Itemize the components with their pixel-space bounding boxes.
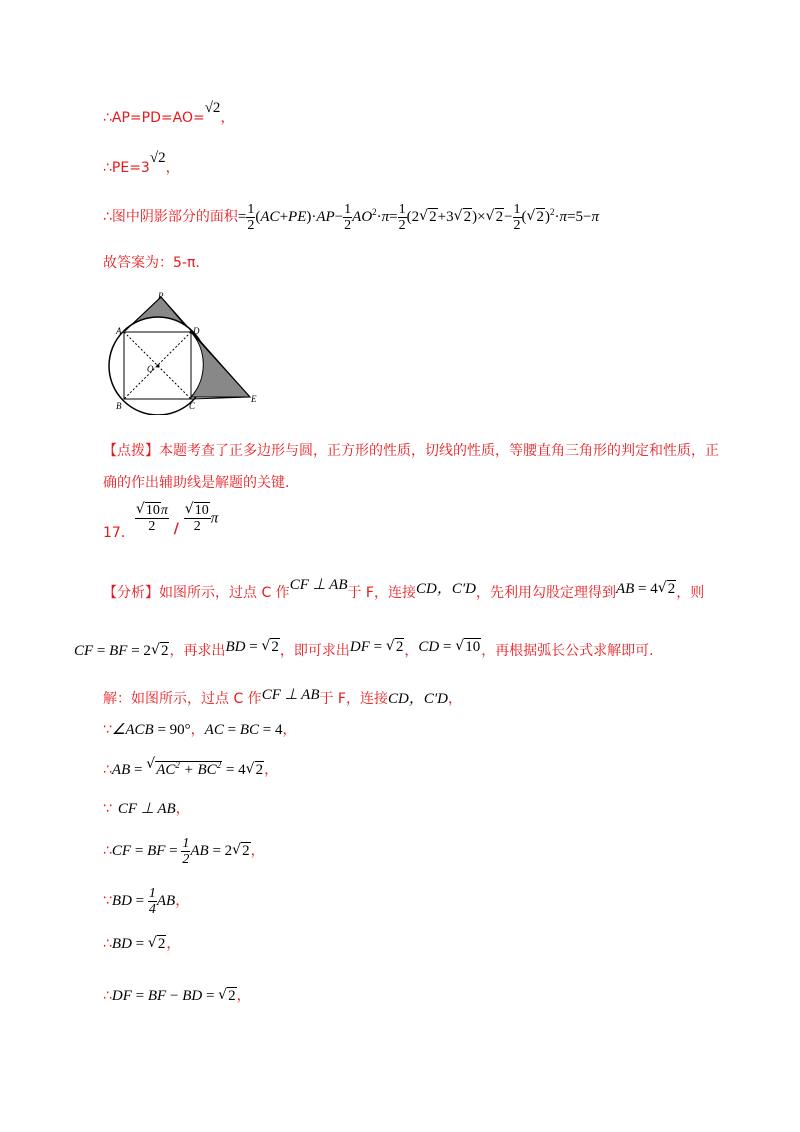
math-cf-perp-ab: CF ⊥ AB bbox=[261, 687, 320, 703]
center-point bbox=[157, 365, 160, 368]
step-6: ∴BD = √ 2， bbox=[103, 934, 180, 954]
step-3: ∵ CF ⊥ AB， bbox=[103, 801, 190, 817]
analysis-text-f: ，即可求出 bbox=[279, 643, 350, 659]
comma: ， bbox=[220, 110, 235, 126]
label-o: O bbox=[147, 364, 154, 374]
label-p: P bbox=[158, 291, 164, 301]
question-17-answer: 17． √ $\frac{10\pi}{2}$ / √ $\frac{10}{2}$ π bbox=[103, 503, 218, 534]
solution-text-a: 解：如图所示，过点 C 作 bbox=[103, 691, 262, 707]
because-symbol: ∵ bbox=[103, 722, 112, 738]
math-cd: CD = √ 10 bbox=[418, 639, 481, 655]
answer-fraction-1: √ $\frac{10\pi}{2}$ bbox=[135, 503, 169, 534]
math-bd-sqrt2: BD = √ 2 bbox=[112, 936, 166, 952]
line-shaded-area bbox=[103, 202, 599, 233]
step-1: ∵∠ACB = 90°，AC = BC = 4， bbox=[103, 722, 297, 738]
analysis-text-a: 【分析】如图所示，过点 C 作 bbox=[103, 585, 290, 601]
math-cf-perp-ab: CF ⊥ AB bbox=[117, 801, 176, 817]
because-symbol: ∵ bbox=[103, 892, 112, 909]
step-4: ∴CF = BF = $\frac{1}{2}$ AB = 2√ 2， bbox=[103, 836, 265, 867]
label-d: D bbox=[193, 326, 200, 336]
comma: ， bbox=[165, 160, 180, 176]
tip-line-1: 【点拨】本题考查了正多边形与圆，正方形的性质，切线的性质，等腰直角三角形的判定和性质，正 bbox=[103, 443, 719, 459]
analysis-text-g: ，再根据弧长公式求解即可. bbox=[481, 643, 654, 659]
analysis-line-2: CF = BF = 2√ 2，再求出BD = √ 2，即可求出DF = √ 2，CD = √ 10，再根据弧长公式求解即可. bbox=[74, 641, 654, 661]
therefore-symbol: ∴ bbox=[103, 988, 112, 1004]
answer-fraction-2: √ $\frac{10}{2}$ bbox=[184, 503, 211, 534]
math-df: DF = √ 2 bbox=[350, 639, 404, 655]
math-angle-acb: ∠ACB = 90° bbox=[111, 722, 191, 738]
line-ap-pd-ao bbox=[103, 100, 235, 128]
analysis-text-b: 于 F，连接 bbox=[347, 585, 416, 601]
math-cf-perp-ab: CF ⊥ AB bbox=[289, 577, 348, 593]
shaded-area-label: ∴图中阴影部分的面积 bbox=[103, 209, 238, 225]
analysis-text-e: ，再求出 bbox=[169, 643, 226, 659]
line-pe bbox=[103, 150, 180, 178]
geometry-figure bbox=[105, 290, 265, 415]
therefore-symbol: ∴ bbox=[103, 936, 112, 952]
answer-line: 故答案为：5-π. bbox=[103, 255, 200, 271]
because-symbol: ∵ bbox=[103, 801, 112, 817]
solution-line-1 bbox=[103, 689, 462, 709]
math-bd: BD = √ 2 bbox=[225, 639, 279, 655]
math-cd-c1d: CD，C′D bbox=[416, 581, 476, 597]
math-cf-bf: CF = BF = 2√ 2 bbox=[74, 643, 169, 659]
therefore-symbol: ∴ bbox=[103, 762, 112, 778]
analysis-text-d: ，则 bbox=[676, 585, 705, 601]
step-2: ∴AB = √ $AC^2 + BC^2 = 4√$ 2， bbox=[103, 755, 278, 780]
label-a: A bbox=[116, 326, 122, 336]
value-3sqrt2: √2 bbox=[149, 150, 166, 166]
analysis-text-c: ，先利用勾股定理得到 bbox=[475, 585, 616, 601]
therefore-symbol: ∴ bbox=[103, 842, 112, 859]
step-5: ∵BD = $\frac{1}{4}$ AB， bbox=[103, 886, 190, 917]
math-bd-quarter-ab: BD = $\frac{1}{4}$ AB bbox=[111, 886, 176, 917]
solution-text-b: 于 F，连接 bbox=[319, 691, 388, 707]
shaded-area-formula: = $\frac{1}{2}$ (AC+PE)·AP− $\frac{1}{2}$ $AO^2\cdot\pi=$ $\frac{1}{2}$ (2√ 2+3√ 2)×√ 2− $\frac{1}{2}$ (√ 2)$^2$·π=5−π bbox=[238, 209, 599, 225]
tip-line-2: 确的作出辅助线是解题的关键. bbox=[103, 475, 290, 491]
text-pe: ∴PE=3 bbox=[103, 160, 150, 176]
value-sqrt2: √2 bbox=[204, 100, 221, 116]
label-b: B bbox=[116, 401, 122, 411]
math-ac-bc: AC = BC = 4 bbox=[204, 722, 283, 738]
math-ab-pythag: AB = √ $AC^2 + BC^2 = 4√$ 2 bbox=[112, 762, 264, 778]
math-cf-half-ab: CF = BF = $\frac{1}{2}$ AB = 2√ 2 bbox=[112, 843, 251, 859]
math-cd-c1d: CD，C′D bbox=[388, 691, 448, 707]
question-number: 17． bbox=[103, 524, 135, 541]
analysis-line-1 bbox=[103, 577, 705, 603]
text-ap-pd-ao: ∴AP=PD=AO= bbox=[103, 110, 205, 126]
math-ab-4sqrt2: AB = 4√ 2 bbox=[616, 581, 676, 597]
math-df-bf-bd: DF = BF − BD = √ 2 bbox=[112, 988, 237, 1004]
step-7: ∴DF = BF − BD = √ 2， bbox=[103, 986, 251, 1006]
label-c: C bbox=[189, 401, 196, 411]
solution-text-c: ， bbox=[447, 691, 462, 707]
label-e: E bbox=[251, 394, 257, 404]
